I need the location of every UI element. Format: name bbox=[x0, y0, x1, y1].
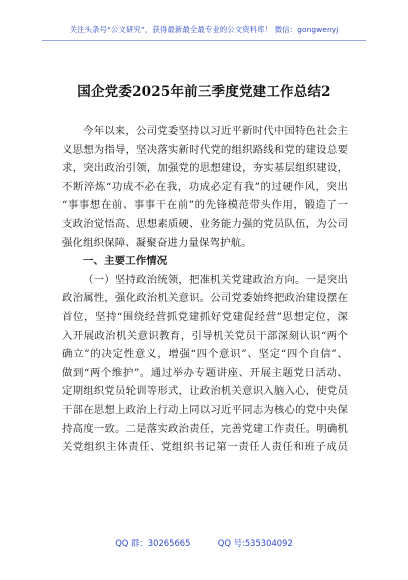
body-line: 做到“两个维护”。通过举办专题讲座、开展主题党日活动、 bbox=[62, 366, 348, 379]
body-line: 政治属性，强化政治机关意识。公司党委始终把政治建设摆在 bbox=[62, 292, 348, 305]
footer-qq-number: QQ 号:535304092 bbox=[217, 538, 293, 548]
footer-qq-group: QQ 群：30265665 bbox=[115, 538, 191, 548]
body-line: 首位，坚持“围绕经营抓党建抓好党建促经营”思想定位，深 bbox=[62, 310, 348, 323]
body-line: （一）坚持政治统领，把准机关党建政治方向。一是突出 bbox=[83, 273, 348, 286]
body-line: 义思想为指导，坚决落实新时代党的组织路线和党的建设总要 bbox=[62, 143, 348, 156]
body-line: 干部在思想上政治上行动上同以习近平同志为核心的党中央保 bbox=[62, 403, 348, 416]
footer-contact bbox=[0, 537, 408, 549]
body-line: 求，突出政治引领，加强党的思想建设，夯实基层组织建设， bbox=[62, 162, 348, 175]
body-line: 今年以来，公司党委坚持以习近平新时代中国特色社会主 bbox=[83, 125, 348, 137]
document-title: 国企党委2025年前三季度党建工作总结2 bbox=[77, 84, 331, 100]
header-promo-text: 关注头条号“公文研究”，获得最新最全最专业的公文资料库！ 微信：gongwenyj bbox=[69, 25, 339, 34]
body-line: 不断淬炼“功成不必在我，功成必定有我”的过硬作风，突出 bbox=[62, 180, 348, 193]
body-line: 支政治觉悟高、思想素质硬、业务能力强的党员队伍，为公司 bbox=[62, 217, 348, 230]
body-line: 关党组织主体责任、党组织书记第一责任人责任和班子成员 bbox=[62, 441, 348, 454]
body-line: “事事想在前、事事干在前”的先锋模范带头作用，锻造了一 bbox=[62, 199, 348, 212]
body-line: 强化组织保障、凝聚奋进力量保驾护航。 bbox=[62, 236, 252, 249]
body-line: 确立”的决定性意义，增强“四个意识”、坚定“四个自信”、 bbox=[62, 348, 348, 361]
header-divider bbox=[42, 40, 366, 41]
section-heading: 一、主要工作情况 bbox=[83, 255, 168, 268]
body-line: 入开展政治机关意识教育，引导机关党员干部深刻认识“两个 bbox=[62, 329, 348, 342]
body-line: 定期组织党员轮训等形式，让政治机关意识入脑入心，使党员 bbox=[62, 385, 348, 398]
body-line: 持高度一致。二是落实政治责任，完善党建工作责任。明确机 bbox=[62, 422, 348, 435]
document-body bbox=[62, 122, 348, 457]
